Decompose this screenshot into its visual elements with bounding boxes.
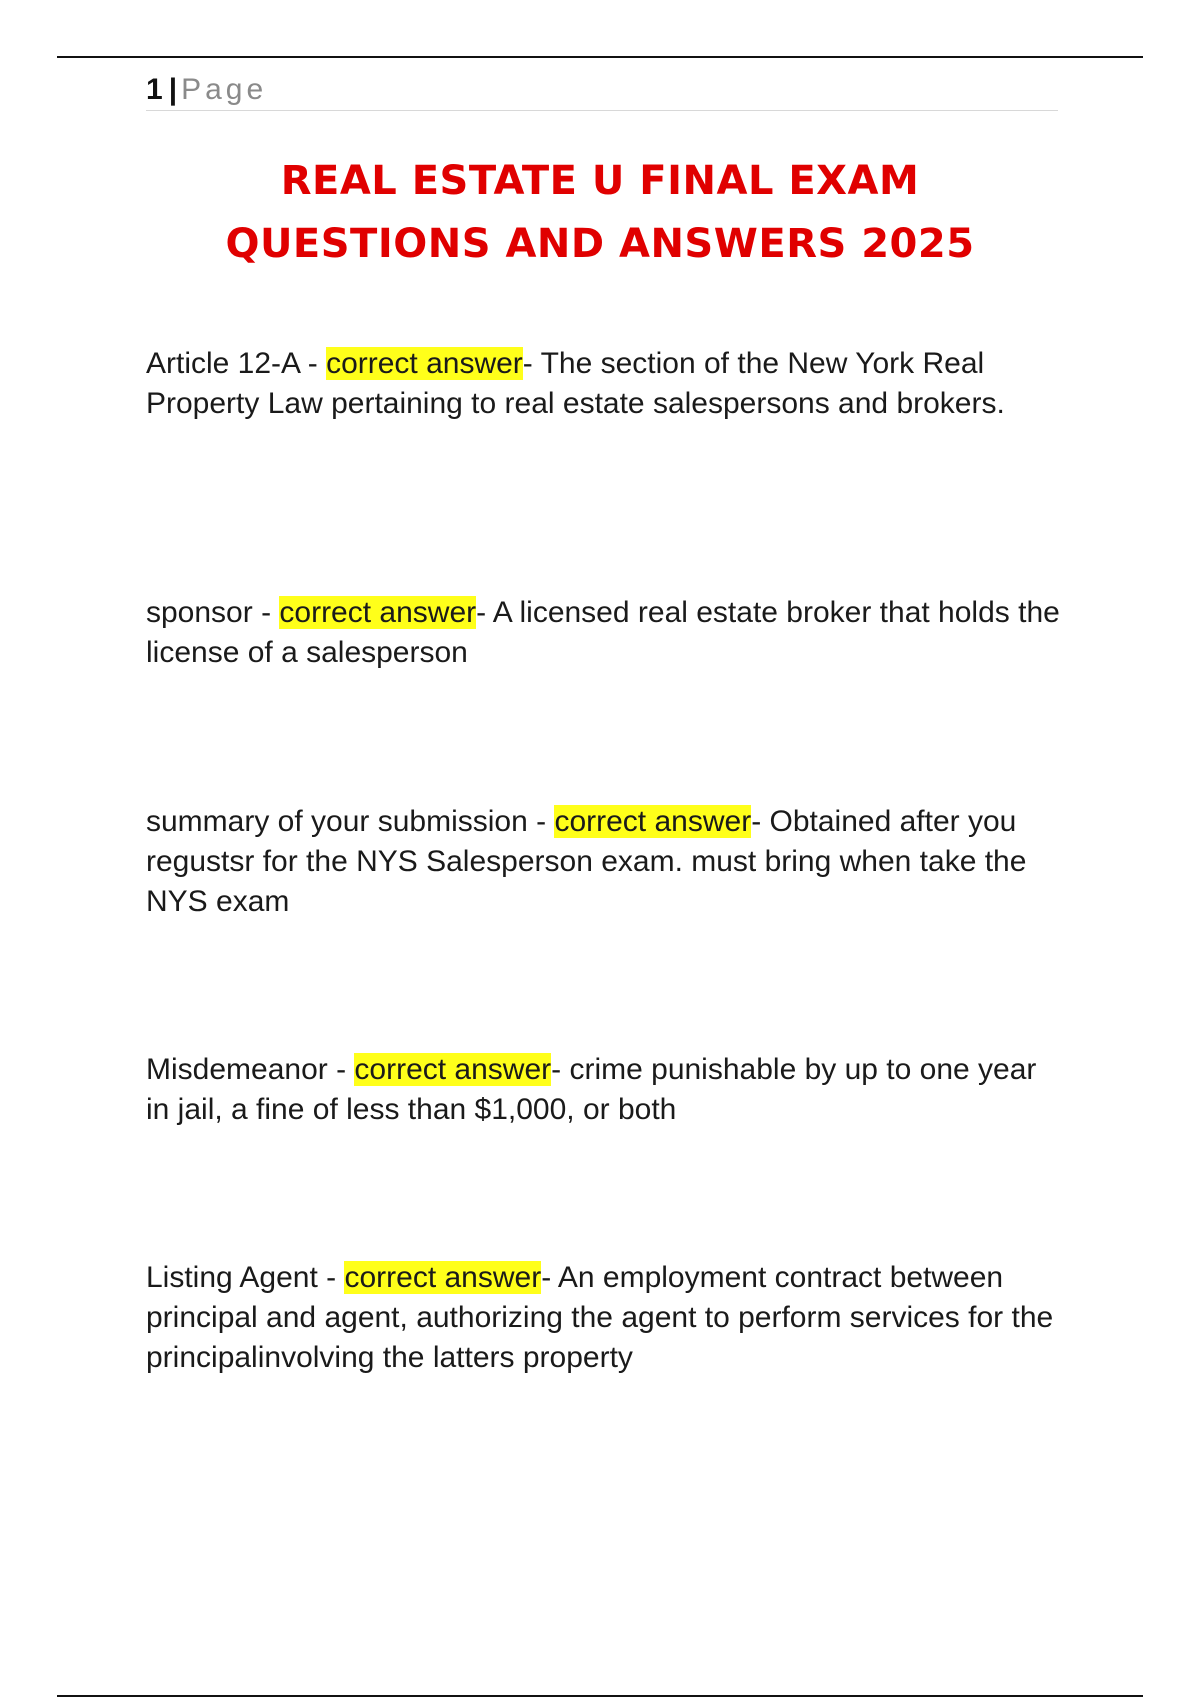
entry-definition: - Obtained after you regustsr for the NYS Salesperson exam. must bring when take the NYS exam	[146, 805, 1027, 918]
entry-term: Article 12-A -	[146, 347, 327, 380]
correct-answer-marker: correct answer	[326, 347, 523, 380]
qa-entry-misdemeanor	[146, 1050, 1066, 1130]
entry-definition: - A licensed real estate broker that holds the license of a salesperson	[146, 596, 1060, 669]
entry-term: summary of your submission -	[146, 805, 555, 838]
title-line-1: REAL ESTATE U FINAL EXAM	[280, 158, 920, 204]
entry-term: Listing Agent -	[146, 1261, 345, 1294]
title-line-2: QUESTIONS AND ANSWERS 2025	[225, 221, 975, 267]
document-title	[100, 150, 1100, 276]
page-number: 1	[146, 73, 163, 106]
qa-entry-sponsor	[146, 593, 1066, 673]
correct-answer-marker: correct answer	[279, 596, 477, 629]
qa-entry-summary-of-submission	[146, 802, 1066, 922]
correct-answer-marker: correct answer	[554, 805, 752, 838]
page-label: Page	[181, 73, 268, 106]
page-separator: |	[168, 73, 178, 106]
bottom-rule	[57, 1695, 1143, 1697]
entry-definition: - An employment contract between principal and agent, authorizing the agent to perform services for the principalinvolving the latters property	[146, 1261, 1054, 1374]
entry-definition: - The section of the New York Real Property Law pertaining to real estate salespersons and brokers.	[146, 347, 1005, 420]
correct-answer-marker: correct answer	[354, 1053, 552, 1086]
entry-term: Misdemeanor -	[146, 1053, 355, 1086]
qa-entry-article-12a	[146, 344, 1066, 424]
top-rule	[57, 56, 1143, 58]
page-header	[146, 70, 1058, 111]
entry-term: sponsor -	[146, 596, 280, 629]
qa-entry-listing-agent	[146, 1258, 1066, 1378]
entry-definition: - crime punishable by up to one year in jail, a fine of less than $1,000, or both	[146, 1053, 1037, 1126]
correct-answer-marker: correct answer	[344, 1261, 542, 1294]
